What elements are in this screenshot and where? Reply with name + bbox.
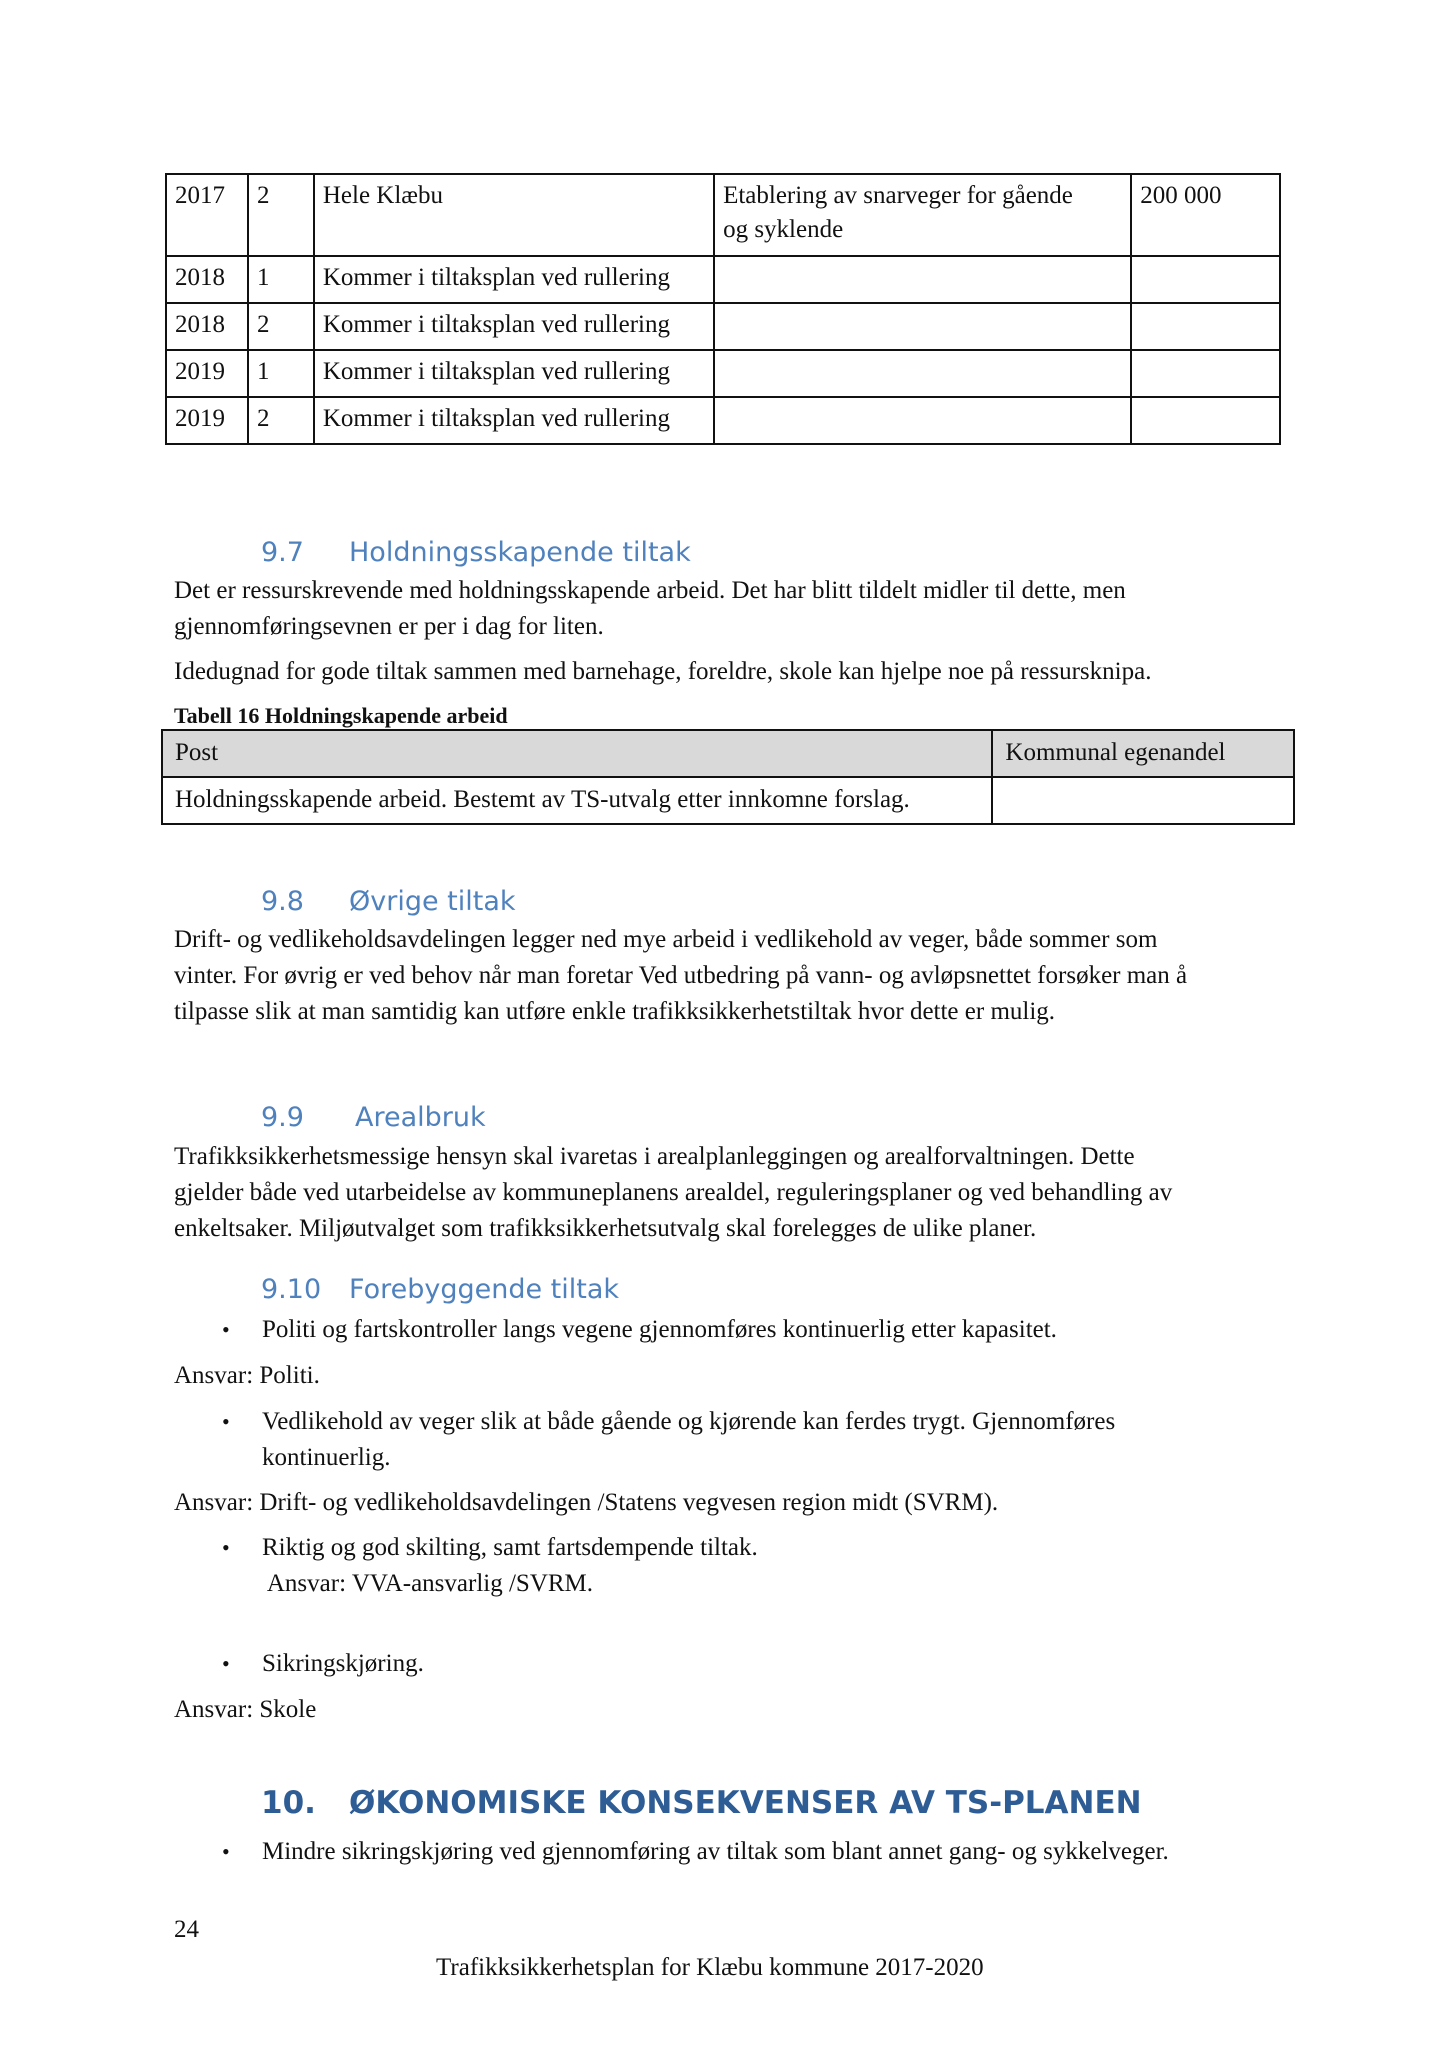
- table-caption: Tabell 16 Holdningskapende arbeid: [174, 703, 508, 728]
- table-row: [166, 256, 1280, 303]
- section-title: Holdningsskapende tiltak: [349, 537, 691, 568]
- amount-cell: [1131, 256, 1280, 303]
- measure-line: Etablering av snarveger for gående: [723, 182, 1073, 209]
- bullet-icon: •: [222, 1839, 230, 1864]
- page-number: 24: [174, 1916, 199, 1943]
- number-cell: 2: [248, 397, 314, 444]
- paragraph-line: Det er ressurskrevende med holdningsskapende arbeid. Det har blitt tildelt midler til dette, men: [174, 577, 1126, 604]
- bullet-text-continuation: Ansvar: VVA-ansvarlig /SVRM.: [262, 1570, 594, 1597]
- paragraph-line: vinter. For øvrig er ved behov når man foretar Ved utbedring på vann- og avløpsnettet forsøker man å: [174, 962, 1188, 989]
- section-title: Øvrige tiltak: [349, 886, 516, 917]
- number-cell: 1: [248, 350, 314, 397]
- bullet-text: Vedlikehold av veger slik at både gående og kjørende kan ferdes trygt. Gjennomføres: [262, 1408, 1116, 1435]
- year-cell: 2018: [166, 256, 248, 303]
- table-header-row: [162, 730, 1294, 777]
- place-cell: Kommer i tiltaksplan ved rullering: [314, 397, 714, 444]
- header-amount: Kommunal egenandel: [992, 730, 1294, 777]
- section-number: 9.7: [261, 537, 304, 568]
- year-cell: 2017: [166, 174, 248, 256]
- bullet-icon: •: [222, 1317, 230, 1342]
- bullet-text: Riktig og god skilting, samt fartsdempende tiltak.: [262, 1534, 758, 1561]
- measure-cell: [714, 303, 1131, 350]
- chapter-number: 10.: [261, 1785, 316, 1821]
- section-title: Forebyggende tiltak: [349, 1274, 620, 1305]
- place-cell: Kommer i tiltaksplan ved rullering: [314, 256, 714, 303]
- footer-title: Trafikksikkerhetsplan for Klæbu kommune 2017-2020: [436, 1954, 984, 1981]
- table-row: [162, 777, 1294, 824]
- table-row: [166, 303, 1280, 350]
- measure-cell: [714, 350, 1131, 397]
- section-heading-9-7: [261, 536, 691, 570]
- amount-cell: [1131, 303, 1280, 350]
- section-heading-9-9: [261, 1101, 486, 1135]
- responsibility-line: Ansvar: Skole: [174, 1696, 317, 1723]
- measure-cell: [714, 174, 1131, 256]
- bullet-text: Sikringskjøring.: [262, 1650, 424, 1677]
- measure-cell: [714, 397, 1131, 444]
- year-cell: 2019: [166, 350, 248, 397]
- section-title: Arealbruk: [355, 1102, 486, 1133]
- bullet-icon: •: [222, 1651, 230, 1676]
- bullet-icon: •: [222, 1535, 230, 1560]
- section-number: 9.9: [261, 1102, 304, 1133]
- number-cell: 2: [248, 174, 314, 256]
- bullet-text: Politi og fartskontroller langs vegene gjennomføres kontinuerlig etter kapasitet.: [262, 1316, 1057, 1343]
- place-cell: Hele Klæbu: [314, 174, 714, 256]
- bullet-text: Mindre sikringskjøring ved gjennomføring av tiltak som blant annet gang- og sykkelveger.: [262, 1838, 1169, 1865]
- post-cell: Holdningsskapende arbeid. Bestemt av TS-utvalg etter innkomne forslag.: [162, 777, 992, 824]
- year-cell: 2019: [166, 397, 248, 444]
- table-row: [166, 350, 1280, 397]
- chapter-title: ØKONOMISKE KONSEKVENSER AV TS-PLANEN: [349, 1785, 1142, 1821]
- number-cell: 2: [248, 303, 314, 350]
- header-post: Post: [162, 730, 992, 777]
- paragraph-line: Drift- og vedlikeholdsavdelingen legger ned mye arbeid i vedlikehold av veger, både sommer som: [174, 926, 1158, 953]
- number-cell: 1: [248, 256, 314, 303]
- paragraph-line: gjennomføringsevnen er per i dag for liten.: [174, 613, 604, 640]
- section-number: 9.10: [261, 1274, 322, 1305]
- amount-cell: [992, 777, 1294, 824]
- paragraph-line: tilpasse slik at man samtidig kan utføre enkle trafikksikkerhetstiltak hvor dette er mulig.: [174, 998, 1056, 1025]
- attitude-table: [161, 729, 1295, 825]
- amount-cell: [1131, 397, 1280, 444]
- responsibility-line: Ansvar: Politi.: [174, 1362, 320, 1389]
- paragraph-line: Idedugnad for gode tiltak sammen med barnehage, foreldre, skole kan hjelpe noe på ressursknipa.: [174, 658, 1152, 685]
- chapter-heading-10: [261, 1783, 1142, 1823]
- measure-line: og syklende: [723, 216, 844, 243]
- section-heading-9-8: [261, 885, 516, 919]
- section-number: 9.8: [261, 886, 304, 917]
- table-row: [166, 174, 1280, 256]
- measures-table: [165, 173, 1281, 445]
- place-cell: Kommer i tiltaksplan ved rullering: [314, 350, 714, 397]
- paragraph-line: enkeltsaker. Miljøutvalget som trafikksikkerhetsutvalg skal forelegges de ulike planer.: [174, 1215, 1037, 1242]
- amount-cell: 200 000: [1131, 174, 1280, 256]
- bullet-icon: •: [222, 1409, 230, 1434]
- bullet-text-continuation: kontinuerlig.: [262, 1444, 391, 1471]
- year-cell: 2018: [166, 303, 248, 350]
- section-heading-9-10: [261, 1273, 619, 1307]
- amount-cell: [1131, 350, 1280, 397]
- paragraph-line: Trafikksikkerhetsmessige hensyn skal ivaretas i arealplanleggingen og arealforvaltningen. Dette: [174, 1143, 1135, 1170]
- place-cell: Kommer i tiltaksplan ved rullering: [314, 303, 714, 350]
- paragraph-line: gjelder både ved utarbeidelse av kommuneplanens arealdel, reguleringsplaner og ved behandling av: [174, 1179, 1173, 1206]
- measure-cell: [714, 256, 1131, 303]
- responsibility-line: Ansvar: Drift- og vedlikeholdsavdelingen /Statens vegvesen region midt (SVRM).: [174, 1489, 999, 1516]
- table-row: [166, 397, 1280, 444]
